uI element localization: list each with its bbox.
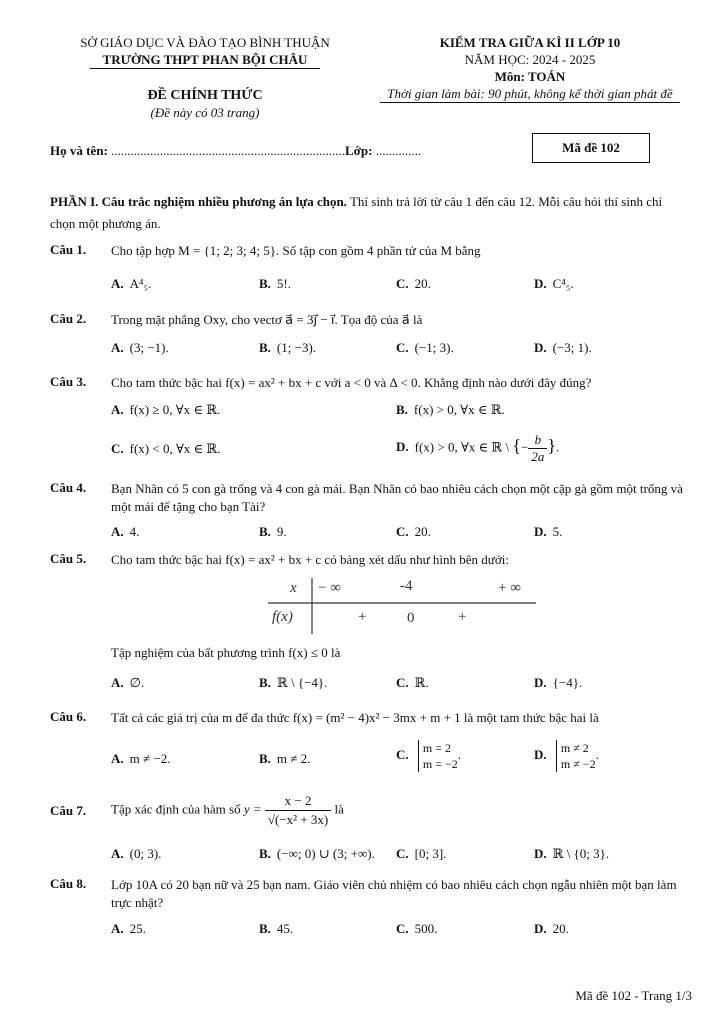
q8-label: Câu 8.: [50, 876, 87, 891]
q7-text: Tập xác định của hàm số y = $\frac{x - 2}{\text{√(−x² + 3x)}}$ là: [111, 793, 344, 827]
section-instruction: Thí sinh trả lời từ câu 1 đến câu 12. Mỗi câu hỏi thí sinh chỉ chọn một phương án.: [50, 194, 663, 231]
page-count-note: (Đề này có 03 trang): [150, 105, 260, 120]
time-limit: Thời gian làm bài: 90 phút, không kể thời gian phát đề: [360, 85, 700, 103]
subject: Môn: TOÁN: [494, 69, 566, 84]
q8-text: Lớp 10A có 20 bạn nữ và 25 bạn nam. Giáo viên chủ nhiệm có bao nhiêu cách chọn ngẫu nhiên một bạn làm trực nhật?: [111, 877, 677, 910]
q4-option-d[interactable]: D. 5.: [534, 524, 563, 539]
q7-option-b[interactable]: B. (−∞; 0) ∪ (3; +∞).: [259, 846, 375, 861]
section-intro: [50, 191, 690, 235]
q6-c-system: m = 2 m = −2: [418, 740, 458, 772]
sign-table-x-root: -4: [400, 578, 413, 594]
sign-table-x-pos-inf: + ∞: [498, 580, 521, 596]
q3-d-fraction: $\frac{b}{2a}$: [528, 432, 547, 465]
q6-text: Tất cả các giá trị của m để đa thức f(x) = (m² − 4)x² − 3mx + m + 1 là một tam thức bậc hai là: [111, 710, 599, 725]
q6-label: Câu 6.: [50, 709, 87, 724]
q1-text: Cho tập hợp M = {1; 2; 3; 4; 5}. Số tập con gồm 4 phần tử của M bằng: [111, 243, 481, 258]
q8-option-b[interactable]: B. 45.: [259, 921, 294, 936]
q5-option-d[interactable]: D. {−4}.: [534, 675, 583, 690]
q4-option-b[interactable]: B. 9.: [259, 524, 287, 539]
q7-option-c[interactable]: C. [0; 3].: [396, 846, 447, 861]
q1-option-a[interactable]: A. A⁴₅.: [111, 276, 152, 291]
official-label: ĐỀ CHÍNH THỨC: [147, 88, 263, 103]
q1-option-d[interactable]: D. C⁴₅.: [534, 276, 574, 291]
department-name: SỞ GIÁO DỤC VÀ ĐÀO TẠO BÌNH THUẬN: [80, 35, 330, 50]
q2-option-b[interactable]: B. (1; −3).: [259, 340, 317, 355]
q7-label: Câu 7.: [50, 803, 87, 818]
q3-option-a[interactable]: A. f(x) ≥ 0, ∀x ∈ ℝ.: [111, 402, 221, 417]
sign-table-zero: 0: [407, 610, 415, 626]
sign-table: [268, 576, 536, 634]
header-left: [40, 34, 370, 121]
sign-table-sign-left: +: [358, 609, 367, 625]
q5-after-text: Tập nghiệm của bất phương trình f(x) ≤ 0 là: [111, 645, 341, 660]
q5-option-c[interactable]: C. ℝ.: [396, 675, 429, 690]
sign-table-x-neg-inf: − ∞: [318, 580, 341, 596]
q4-text: Bạn Nhân có 5 con gà trống và 4 con gà mái. Bạn Nhân có bao nhiêu cách chọn một cặp gà gồm một trống và một mái để tặng cho bạn Tài?: [111, 481, 683, 514]
q7-function-fraction: $\frac{x - 2}{\text{√(−x² + 3x)}}$: [265, 792, 331, 829]
q2-option-d[interactable]: D. (−3; 1).: [534, 340, 592, 355]
q8-option-a[interactable]: A. 25.: [111, 921, 146, 936]
q7-option-d[interactable]: D. ℝ \ {0; 3}.: [534, 846, 610, 861]
q6-option-d[interactable]: D. m ≠ 2 m ≠ −2 .: [534, 741, 599, 771]
class-field[interactable]: ..............: [375, 143, 422, 158]
q5-label: Câu 5.: [50, 551, 87, 566]
q3-option-c[interactable]: C. f(x) < 0, ∀x ∈ ℝ.: [111, 441, 221, 456]
q6-option-a[interactable]: A. m ≠ −2.: [111, 751, 171, 766]
page-footer: Mã đề 102 - Trang 1/3: [575, 988, 692, 1003]
q6-option-c[interactable]: C. m = 2 m = −2 .: [396, 741, 462, 771]
q4-option-c[interactable]: C. 20.: [396, 524, 431, 539]
class-label: Lớp:: [345, 143, 373, 158]
q3-option-b[interactable]: B. f(x) > 0, ∀x ∈ ℝ.: [396, 402, 505, 417]
q3-label: Câu 3.: [50, 374, 87, 389]
exam-code-box: Mã đề 102: [532, 133, 650, 163]
q6-d-system: m ≠ 2 m ≠ −2: [556, 740, 596, 772]
exam-title: KIỂM TRA GIỮA KÌ II LỚP 10: [439, 35, 621, 50]
q7-option-a[interactable]: A. (0; 3).: [111, 846, 162, 861]
sign-table-x-label: x: [290, 580, 297, 596]
header-right: [360, 34, 700, 103]
q5-option-a[interactable]: A. ∅.: [111, 675, 145, 690]
q4-option-a[interactable]: A. 4.: [111, 524, 140, 539]
name-label: Họ và tên:: [50, 143, 108, 158]
school-year: NĂM HỌC: 2024 - 2025: [464, 52, 596, 67]
name-field[interactable]: ........................................................................: [111, 143, 346, 158]
q6-option-b[interactable]: B. m ≠ 2.: [259, 751, 311, 766]
q3-option-d[interactable]: D. f(x) > 0, ∀x ∈ ℝ \ {− $\frac{b}{2a}$ }.: [396, 432, 560, 464]
school-name: TRƯỜNG THPT PHAN BỘI CHÂU: [40, 51, 370, 69]
q1-label: Câu 1.: [50, 242, 87, 257]
q8-option-c[interactable]: C. 500.: [396, 921, 438, 936]
q2-option-c[interactable]: C. (−1; 3).: [396, 340, 454, 355]
sign-table-sign-right: +: [458, 609, 467, 625]
student-info-line: [50, 143, 421, 159]
q3-text: Cho tam thức bậc hai f(x) = ax² + bx + c với a < 0 và Δ < 0. Khẳng định nào dưới đây đúng?: [111, 375, 592, 390]
q1-option-b[interactable]: B. 5!.: [259, 276, 292, 291]
q4-label: Câu 4.: [50, 480, 87, 495]
q5-text: Cho tam thức bậc hai f(x) = ax² + bx + c có bảng xét dấu như hình bên dưới:: [111, 552, 509, 567]
q2-text: Trong mặt phẳng Oxy, cho vectơ a⃗ = 3j⃗ − i⃗. Tọa độ của a⃗ là: [111, 312, 423, 327]
sign-table-fx-label: f(x): [272, 609, 293, 625]
q2-option-a[interactable]: A. (3; −1).: [111, 340, 169, 355]
section-title: PHẦN I. Câu trắc nghiệm nhiều phương án lựa chọn.: [50, 194, 347, 209]
q5-option-b[interactable]: B. ℝ \ {−4}.: [259, 675, 328, 690]
q2-label: Câu 2.: [50, 311, 87, 326]
q8-option-d[interactable]: D. 20.: [534, 921, 569, 936]
q1-option-c[interactable]: C. 20.: [396, 276, 431, 291]
